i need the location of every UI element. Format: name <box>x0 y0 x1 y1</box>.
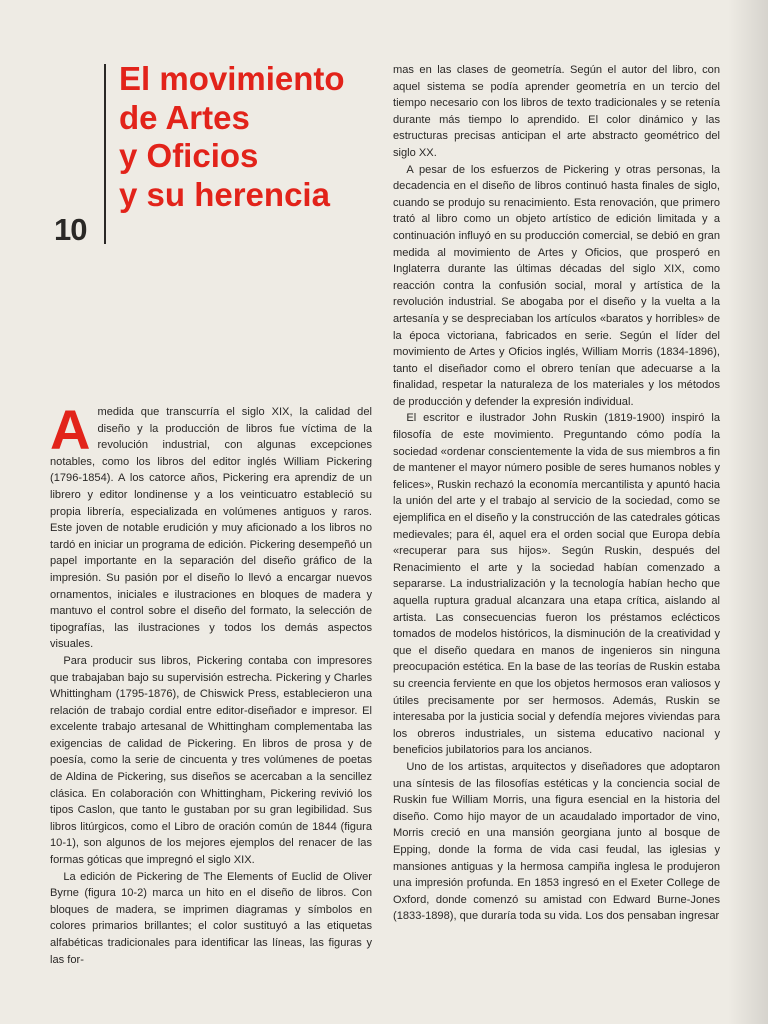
paragraph-text: medida que transcurría el siglo XIX, la calidad del diseño y la producción de libros fue víctima de la revolución industrial, con algunas excepciones notables, como los libros del editor inglés William Pickering (1796-1854). A los catorce años, Pickering era aprendiz de un librero y editor londinense y a los veinticuatro estableció su propia librería, especializada en volúmenes antiguos y raros. Este joven de notable erudición y muy aficionado a los libros no tardó en iniciar un programa de edición. Pickering desempeñó un papel importante en la separación del diseño gráfico de la impresión. Su pasión por el diseño lo llevó a encargar nuevos ornamentos, iniciales e ilustraciones en bloques de madera y mantuvo el control sobre el diseño del formato, la selección de tipografías, las ilustraciones y todos los demás aspectos visuales. <box>50 406 372 651</box>
chapter-title <box>119 60 359 214</box>
chapter-title-line: de Artes <box>119 98 250 136</box>
title-rule <box>104 64 106 244</box>
paragraph: El escritor e ilustrador John Ruskin (1819-1900) inspiró la filosofía de este movimiento. Preguntando cómo podía la sociedad «ordenar conscientemente la vida de sus miembros a fin de mantener el mayor número posible de seres humanos nobles y felices», Ruskin rechazó la economía mercantilista y apuntó hacia la unión del arte y el trabajo al servicio de la sociedad, como se ejemplifica en el diseño y la construcción de las catedrales góticas medievales; para él, aquel era el orden social que Europa debía «recuperar para sus hijos». Según Ruskin, después del Renacimiento el arte y la sociedad habían comenzado a separarse. La industrialización y la tecnología habían hecho que aquella ruptura gradual alcanzara una etapa crítica, aislando al artista. Las consecuencias fueron los préstamos eclécticos tomados de modelos históricos, la disminución de la creatividad y que el diseño quedara en manos de ingenieros sin ninguna preocupación estética. En la base de las teorías de Ruskin estaba su creencia ferviente en que los objetos hermosos eran valiosos y útiles precisamente por ser hermosos. Además, Ruskin se interesaba por la justicia social y defendía mejores viviendas para los obreros industriales, un sistema educativo nacional y beneficios jubilatorios para los ancianos. <box>393 412 720 757</box>
chapter-title-line: El movimiento <box>119 60 345 97</box>
chapter-title-line: y su herencia <box>119 175 330 213</box>
chapter-number: 10 <box>54 212 87 247</box>
paragraph <box>50 398 372 653</box>
paragraph: Uno de los artistas, arquitectos y diseñadores que adoptaron una síntesis de las filosofías estéticas y la conciencia social de Ruskin fue William Morris, una figura esencial en la historia del diseño. Como hijo mayor de un acaudalado importador de vino, Morris creció en una mansión georgiana junto al bosque de Epping, donde la forma de vida casi feudal, las iglesias y mansiones antiguas y la hermosa campiña inglesa le produjeron una impresión profunda. En 1853 ingresó en el Exeter College de Oxford, donde comenzó su amistad con Edward Burne-Jones (1833-1898), que duraría toda su vida. Los dos pensaban ingresar <box>393 760 720 923</box>
right-column <box>393 62 720 925</box>
left-column <box>50 398 372 968</box>
page-edge-shadow <box>728 0 768 1024</box>
paragraph: mas en las clases de geometría. Según el autor del libro, con aquel sistema se podía aprender geometría en un tercio del tiempo necesario con los libros de texto tradicionales y se retenía durante más tiempo lo aprendido. El color dinámico y las estructuras precisas anticipan el arte abstracto geométrico del siglo XX. <box>393 64 720 159</box>
paragraph: Para producir sus libros, Pickering contaba con impresores que trabajaban bajo su supervisión estrecha. Pickering y Charles Whittingham (1795-1876), de Chiswick Press, establecieron una relación de trabajo cordial entre editor-diseñador e impresor. El excelente trabajo artesanal de Whittingham complementaba las exigencias de calidad de Pickering. En libros de prosa y de poesía, como la serie de cincuenta y tres volúmenes de poetas de Aldina de Pickering, sus diseños se acercaban a la sencillez clásica. En colaboración con Whittingham, Pickering revivió los tipos Caslon, que tanto le gustaban por su gran legibilidad. Sus libros litúrgicos, como el Libro de oración común de 1844 (figura 10-1), son algunos de los mejores ejemplos del renacer de las formas góticas que impregnó el siglo XIX. <box>50 654 372 867</box>
paragraph: A pesar de los esfuerzos de Pickering y otras personas, la decadencia en el diseño de libros continuó hasta finales de siglo, cuando se produjo su renacimiento. Esta renovación, que primero trató al libro como un objeto artístico de edición limitada y a continuación influyó en su producción comercial, se debió en gran medida al movimiento de Artes y Oficios, que prosperó en Inglaterra durante las últimas décadas del siglo XIX, como reacción contra la confusión social, moral y artística de la revolución industrial. Se abogaba por el diseño y la vuelta a la artesanía y se despreciaban los artículos «baratos y horribles» de la época victoriana, fabricados en serie. Según el líder del movimiento de Artes y Oficios inglés, William Morris (1834-1896), tanto el diseñador como el obrero tenían que adecuarse a la finalidad, respetar la naturaleza de los materiales y los métodos de producción y defender la expresión individual. <box>393 163 720 408</box>
drop-cap: A <box>50 398 91 461</box>
paragraph: La edición de Pickering de The Elements of Euclid de Oliver Byrne (figura 10-2) marca un hito en el diseño de libros. Con bloques de madera, se imprimen diagramas y símbolos en colores primarios brillantes; el color sustituyó a las etiquetas alfabéticas tradicionales para identificar las líneas, las figuras y las for- <box>50 870 372 966</box>
chapter-title-line: y Oficios <box>119 137 259 174</box>
